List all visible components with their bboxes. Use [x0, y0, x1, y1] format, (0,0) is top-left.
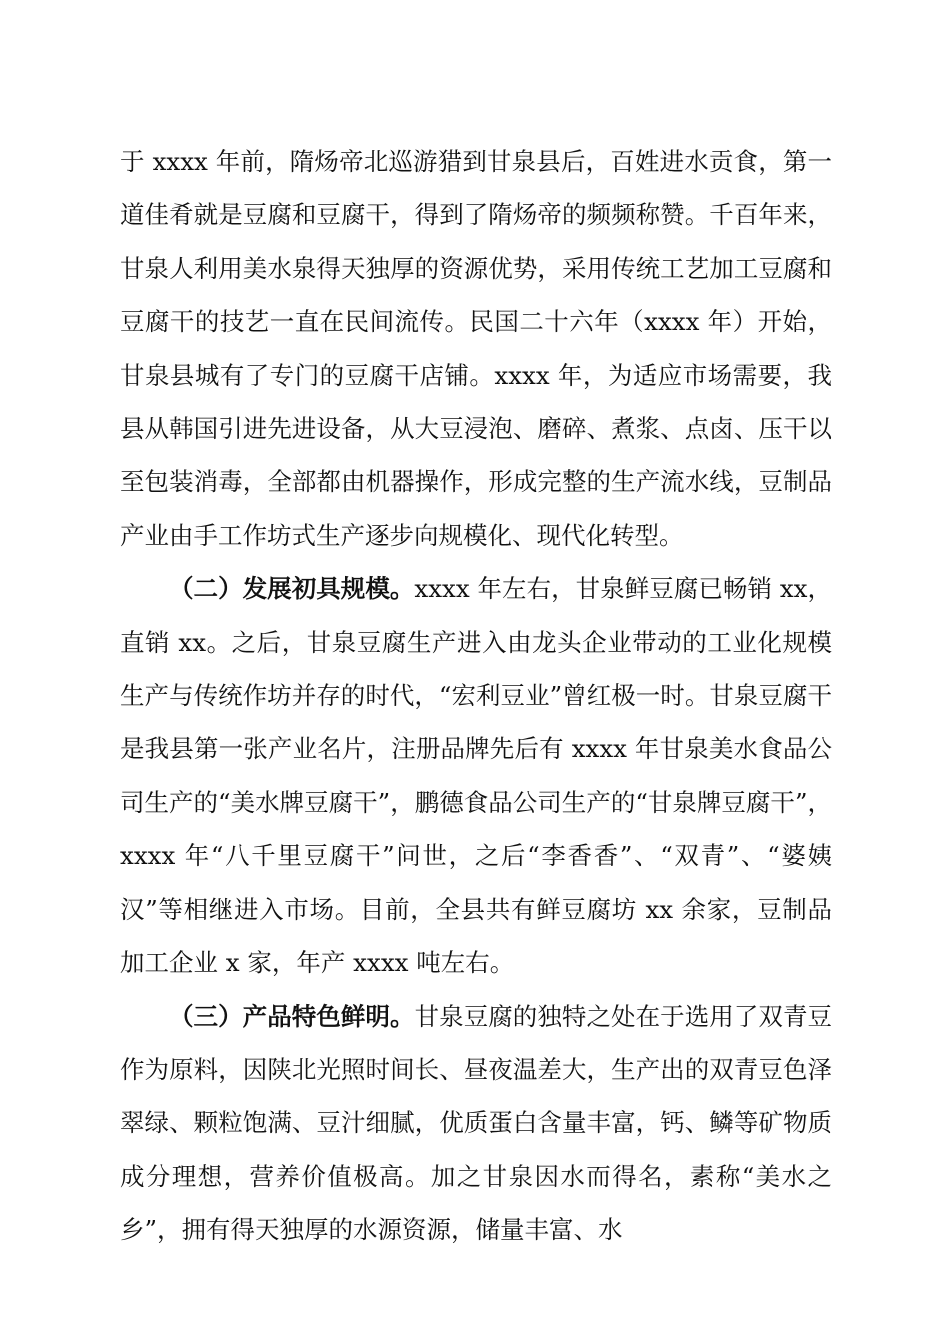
paragraph-product-features [120, 990, 832, 1257]
document-body [120, 135, 832, 1257]
section-body-features: 甘泉豆腐的独特之处在于选用了双青豆作为原料，因陕北光照时间长、昼夜温差大，生产出的双青豆色泽翠绿、颗粒饱满、豆汁细腻，优质蛋白含量丰富，钙、鳞等矿物质成分理想，营养价值极高。加之甘泉因水而得名，素称“美水之乡”，拥有得天独厚的水源资源，储量丰富、水 [120, 1001, 832, 1245]
section-heading-features: （三）产品特色鲜明。 [169, 1001, 415, 1031]
paragraph-history-continuation: 于 xxxx 年前，隋炀帝北巡游猎到甘泉县后，百姓进水贡食，第一道佳肴就是豆腐和豆腐干，得到了隋炀帝的频频称赞。千百年来，甘泉人利用美水泉得天独厚的资源优势，采用传统工艺加工豆腐和豆腐干的技艺一直在民间流传。民国二十六年（xxxx 年）开始，甘泉县城有了专门的豆腐干店铺。xxxx 年，为适应市场需要，我县从韩国引进先进设备，从大豆浸泡、磨碎、煮浆、点卤、压干以至包装消毒，全部都由机器操作，形成完整的生产流水线，豆制品产业由手工作坊式生产逐步向规模化、现代化转型。 [120, 147, 832, 550]
section-body-development: xxxx 年左右，甘泉鲜豆腐已畅销 xx，直销 xx。之后，甘泉豆腐生产进入由龙头企业带动的工业化规模生产与传统作坊并存的时代，“宏利豆业”曾红极一时。甘泉豆腐干是我县第一张产业名片，注册品牌先后有 xxxx 年甘泉美水食品公司生产的“美水牌豆腐干”，鹏德食品公司生产的“甘泉牌豆腐干”，xxxx 年“八千里豆腐干”问世，之后“李香香”、“双青”、“婆姨汉”等相继进入市场。目前，全县共有鲜豆腐坊 xx 余家，豆制品加工企业 x 家，年产 xxxx 吨左右。 [120, 574, 832, 978]
paragraph-development-scale [120, 562, 832, 989]
section-heading-development: （二）发展初具规模。 [169, 574, 415, 604]
